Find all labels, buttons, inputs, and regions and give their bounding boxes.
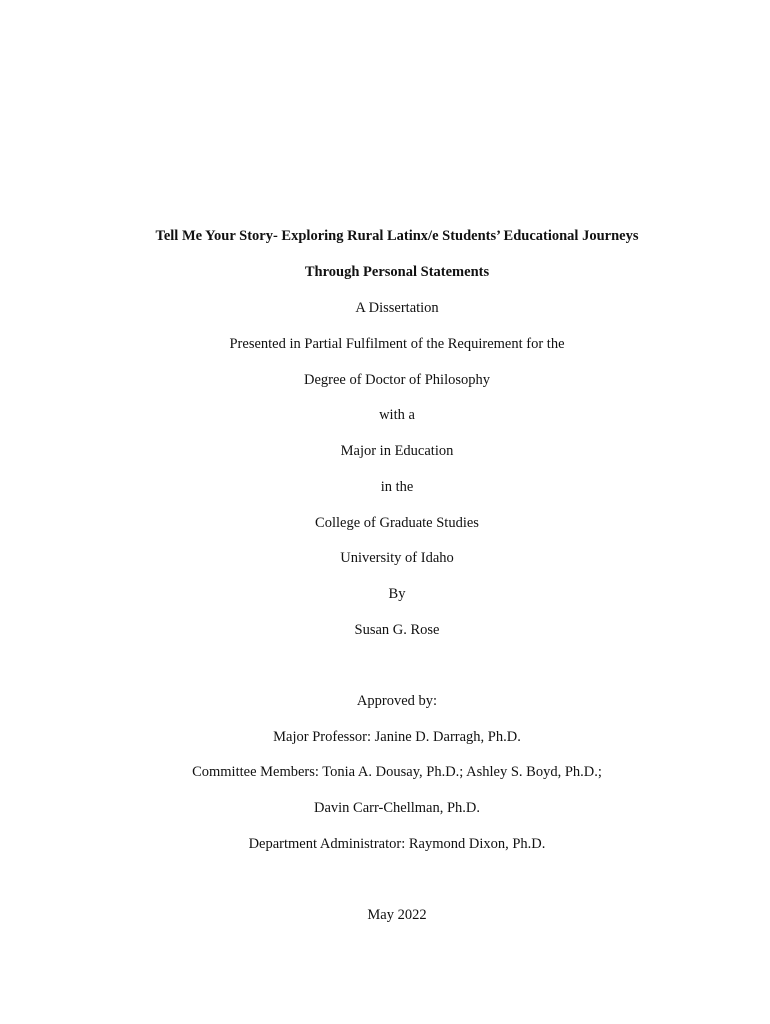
approval-heading: Approved by: [356,693,438,709]
in-the-text: in the [380,479,414,495]
submission-date: May 2022 [367,907,427,923]
university-name: University of Idaho [340,550,454,566]
committee-members-line-2: Davin Carr-Chellman, Ph.D. [313,800,481,816]
author-name: Susan G. Rose [354,622,440,638]
document-type: A Dissertation [355,300,439,316]
dissertation-title-line-2: Through Personal Statements [304,264,490,280]
department-administrator: Department Administrator: Raymond Dixon, Ph.D. [248,836,546,852]
dissertation-title-line-1: Tell Me Your Story- Exploring Rural Latinx/e Students’ Educational Journeys [155,228,639,244]
by-text: By [388,586,406,602]
major-professor: Major Professor: Janine D. Darragh, Ph.D. [273,729,521,745]
major-name: Major in Education [340,443,454,459]
degree-name: Degree of Doctor of Philosophy [303,372,491,388]
with-a-text: with a [379,407,415,423]
committee-members-line-1: Committee Members: Tonia A. Dousay, Ph.D.; Ashley S. Boyd, Ph.D.; [192,764,602,780]
presented-statement: Presented in Partial Fulfilment of the Requirement for the [229,336,565,352]
college-name: College of Graduate Studies [315,515,479,531]
